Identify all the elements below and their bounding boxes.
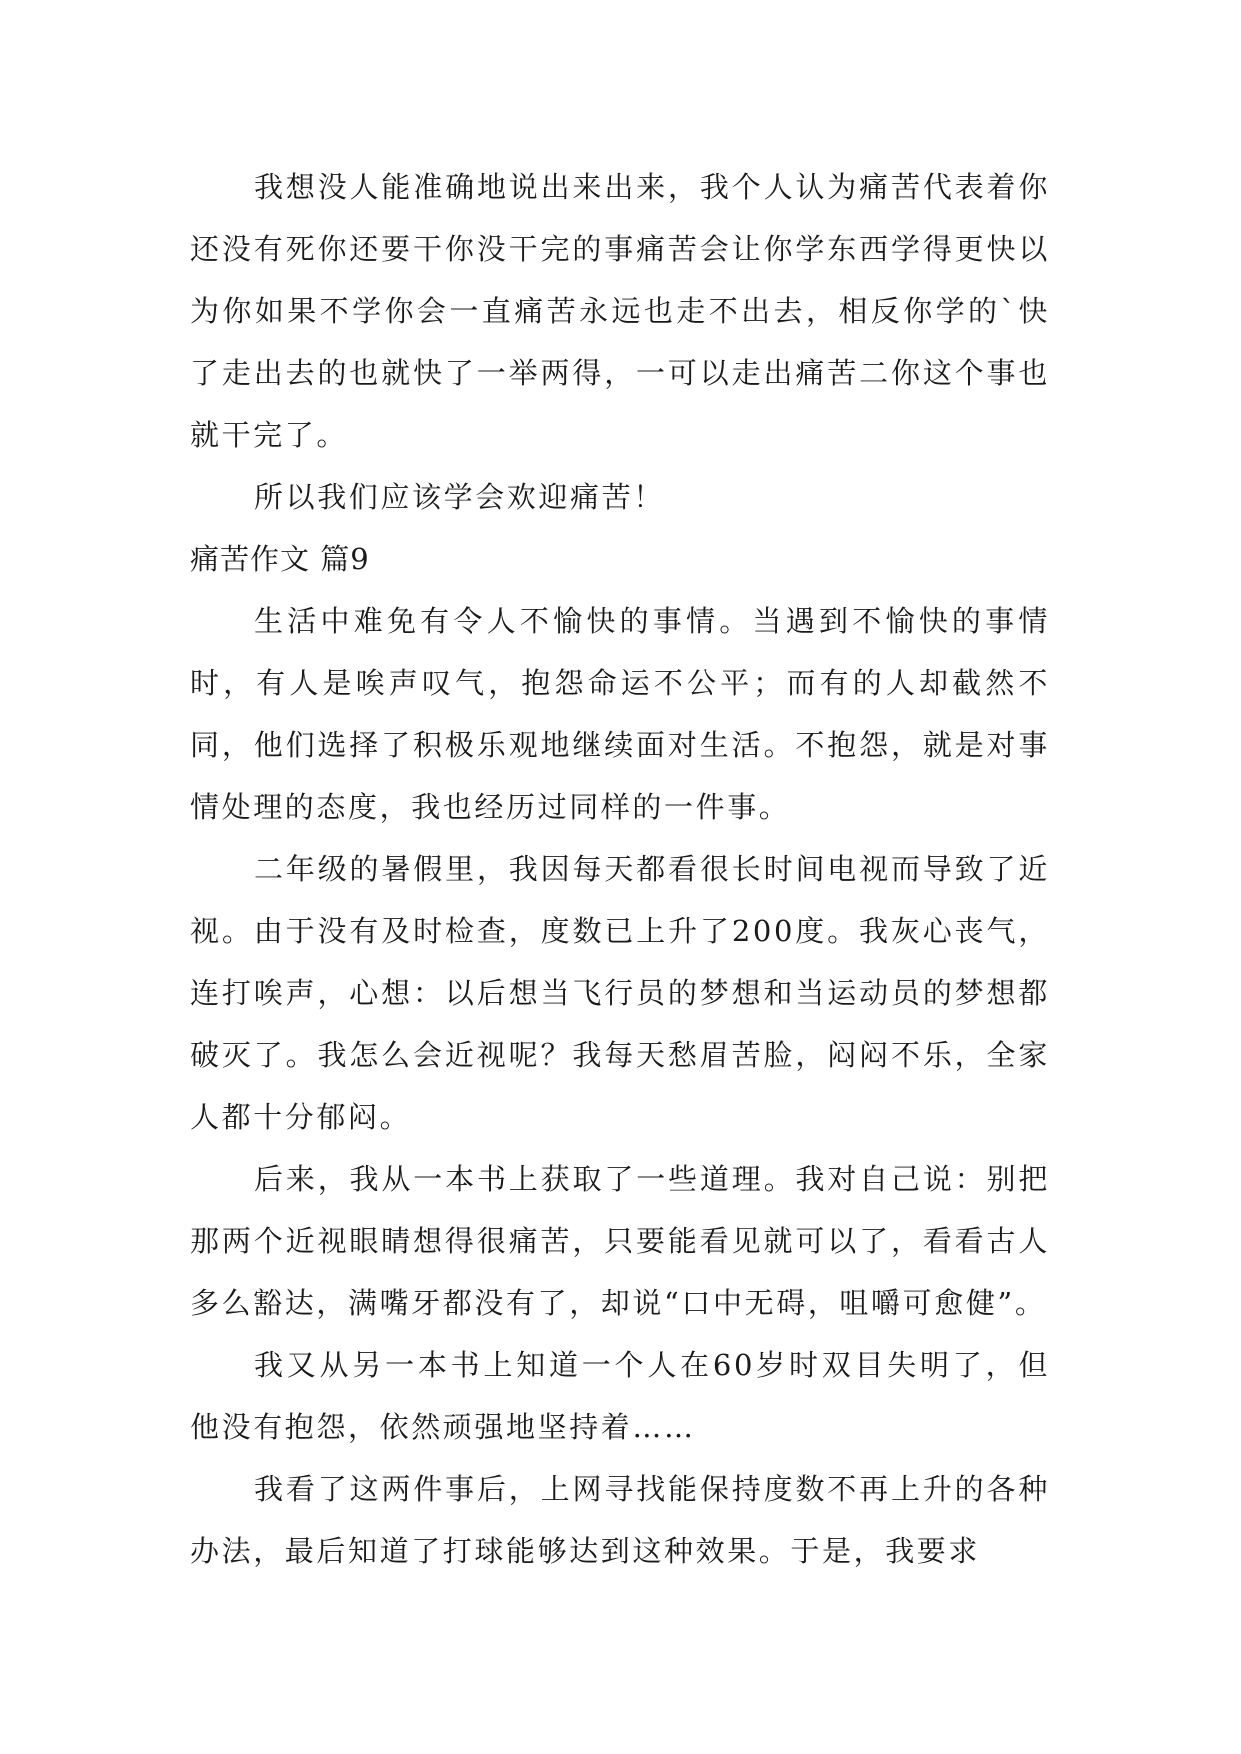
- paragraph-blind-man: 我又从另一本书上知道一个人在60岁时双目失明了，但他没有抱怨，依然顽强地坚持着……: [190, 1348, 1050, 1444]
- section-heading: 痛苦作文 篇9: [190, 542, 370, 576]
- paragraph-pain-meaning: 我想没人能准确地说出来出来，我个人认为痛苦代表着你还没有死你还要干你没干完的事痛苦会让你学东西学得更快以为你如果不学你会一直痛苦永远也走不出去，相反你学的`快了走出去的也就快了一举两得，一可以走出痛苦二你这个事也就干完了。: [190, 170, 1050, 452]
- document-body: [190, 156, 1050, 1582]
- paragraph-unpleasant-things: 生活中难免有令人不愉快的事情。当遇到不愉快的事情时，有人是唉声叹气，抱怨命运不公平；而有的人却截然不同，他们选择了积极乐观地继续面对生活。不抱怨，就是对事情处理的态度，我也经历过同样的一件事。: [190, 604, 1050, 824]
- paragraph-myopia: 二年级的暑假里，我因每天都看很长时间电视而导致了近视。由于没有及时检查，度数已上升了200度。我灰心丧气，连打唉声，心想：以后想当飞行员的梦想和当运动员的梦想都破灭了。我怎么会近视呢？我每天愁眉苦脸，闷闷不乐，全家人都十分郁闷。: [190, 852, 1050, 1134]
- paragraph-search-methods: 我看了这两件事后，上网寻找能保持度数不再上升的各种办法，最后知道了打球能够达到这种效果。于是，我要求: [190, 1472, 1050, 1568]
- paragraph-welcome-pain: 所以我们应该学会欢迎痛苦！: [254, 480, 665, 514]
- paragraph-book-lesson: 后来，我从一本书上获取了一些道理。我对自己说：别把那两个近视眼睛想得很痛苦，只要能看见就可以了，看看古人多么豁达，满嘴牙都没有了，却说“口中无碍，咀嚼可愈健”。: [190, 1162, 1050, 1320]
